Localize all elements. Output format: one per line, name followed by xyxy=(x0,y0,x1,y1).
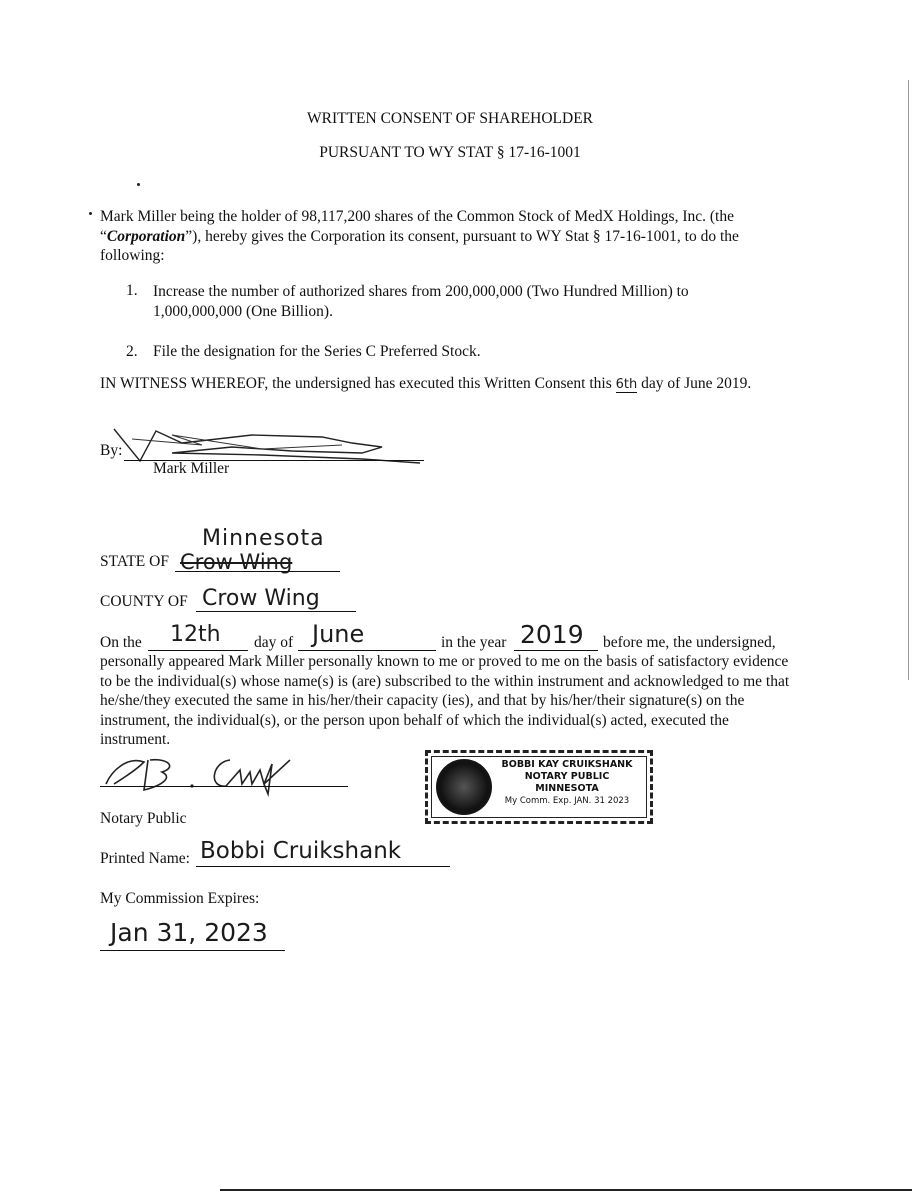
county-value: Crow Wing xyxy=(202,586,320,611)
stamp-line-3: MINNESOTA xyxy=(535,783,599,794)
printed-name-value: Bobbi Cruikshank xyxy=(200,838,402,864)
item-2-text: File the designation for the Series C Preferred Stock. xyxy=(153,343,481,360)
item-2-number: 2. xyxy=(126,343,138,360)
intro-text-before: Mark Miller being the holder of 98,117,200 shares of the Common Stock of MedX Holdings, Inc. (the “ xyxy=(100,208,734,245)
item-1-line1: Increase the number of authorized shares from 200,000,000 (Two Hundred Million) to xyxy=(153,283,689,300)
witness-text-after: day of June 2019. xyxy=(641,375,752,392)
stamp-line-1: BOBBI KAY CRUIKSHANK xyxy=(501,759,633,770)
county-label: COUNTY OF xyxy=(100,593,188,610)
notary-year-line xyxy=(514,650,598,651)
day-of-label: day of xyxy=(254,634,294,651)
printed-name-label: Printed Name: xyxy=(100,850,190,867)
commission-line xyxy=(100,950,285,951)
item-1-text xyxy=(153,282,689,322)
before-me-text: before me, the undersigned, xyxy=(603,634,776,651)
notary-year: 2019 xyxy=(520,620,584,649)
intro-corporation: Corporation xyxy=(106,227,186,245)
witness-text-before: IN WITNESS WHEREOF, the undersigned has executed this Written Consent this xyxy=(100,375,612,392)
scan-edge-right xyxy=(908,80,909,680)
stamp-line-2: NOTARY PUBLIC xyxy=(524,771,610,782)
scan-dot xyxy=(137,183,140,186)
notary-day: 12th xyxy=(170,622,221,647)
county-underline xyxy=(196,611,356,612)
witness-day: 6th xyxy=(615,377,638,392)
notary-day-line xyxy=(148,650,248,651)
state-underline xyxy=(175,571,340,572)
scan-edge-bottom xyxy=(220,1189,912,1191)
notary-paragraph: personally appeared Mark Miller personally known to me or proved to me on the basis of satisfactory evidence to be the individual(s) whose name(s) is (are) subscribed to the within instrument and acknowledged to me that he/she/they executed the same in his/her/their capacity (ies), and that by his/her/their signature(s) on the instrument, the individual(s), or the person upon behalf of which the individual(s) acted, executed the instrument. xyxy=(100,653,790,748)
stamp-line-4: My Comm. Exp. JAN. 31 2023 xyxy=(504,796,630,806)
notary-stamp xyxy=(425,750,653,824)
item-1-number: 1. xyxy=(126,282,138,299)
printed-name-line xyxy=(196,866,450,867)
commission-label: My Commission Expires: xyxy=(100,890,260,907)
document-subtitle: PURSUANT TO WY STAT § 17-16-1001 xyxy=(319,144,581,161)
notary-stamp-text xyxy=(492,759,642,807)
state-value: Minnesota xyxy=(202,526,325,551)
signer-name: Mark Miller xyxy=(153,460,230,477)
commission-value: Jan 31, 2023 xyxy=(110,918,268,947)
intro-paragraph xyxy=(100,207,790,266)
state-label: STATE OF xyxy=(100,553,169,570)
notary-public-label: Notary Public xyxy=(100,810,187,827)
on-the-label: On the xyxy=(100,634,142,651)
intro-text-after: ”), hereby gives the Corporation its consent, pursuant to WY Stat § 17-16-1001, to do the following: xyxy=(100,227,739,264)
witness-line xyxy=(100,375,751,393)
by-label: By: xyxy=(100,442,123,459)
scan-dot-margin xyxy=(89,212,92,215)
notary-month-line xyxy=(298,650,436,651)
state-seal-icon xyxy=(436,759,492,815)
document-title: WRITTEN CONSENT OF SHAREHOLDER xyxy=(306,110,594,127)
notary-month: June xyxy=(312,620,365,648)
notary-signature-line xyxy=(100,786,348,787)
item-1-line2: 1,000,000,000 (One Billion). xyxy=(153,303,333,320)
notary-signature xyxy=(100,750,350,798)
in-the-year-label: in the year xyxy=(441,634,507,651)
state-struck-value: Crow Wing xyxy=(180,550,293,574)
